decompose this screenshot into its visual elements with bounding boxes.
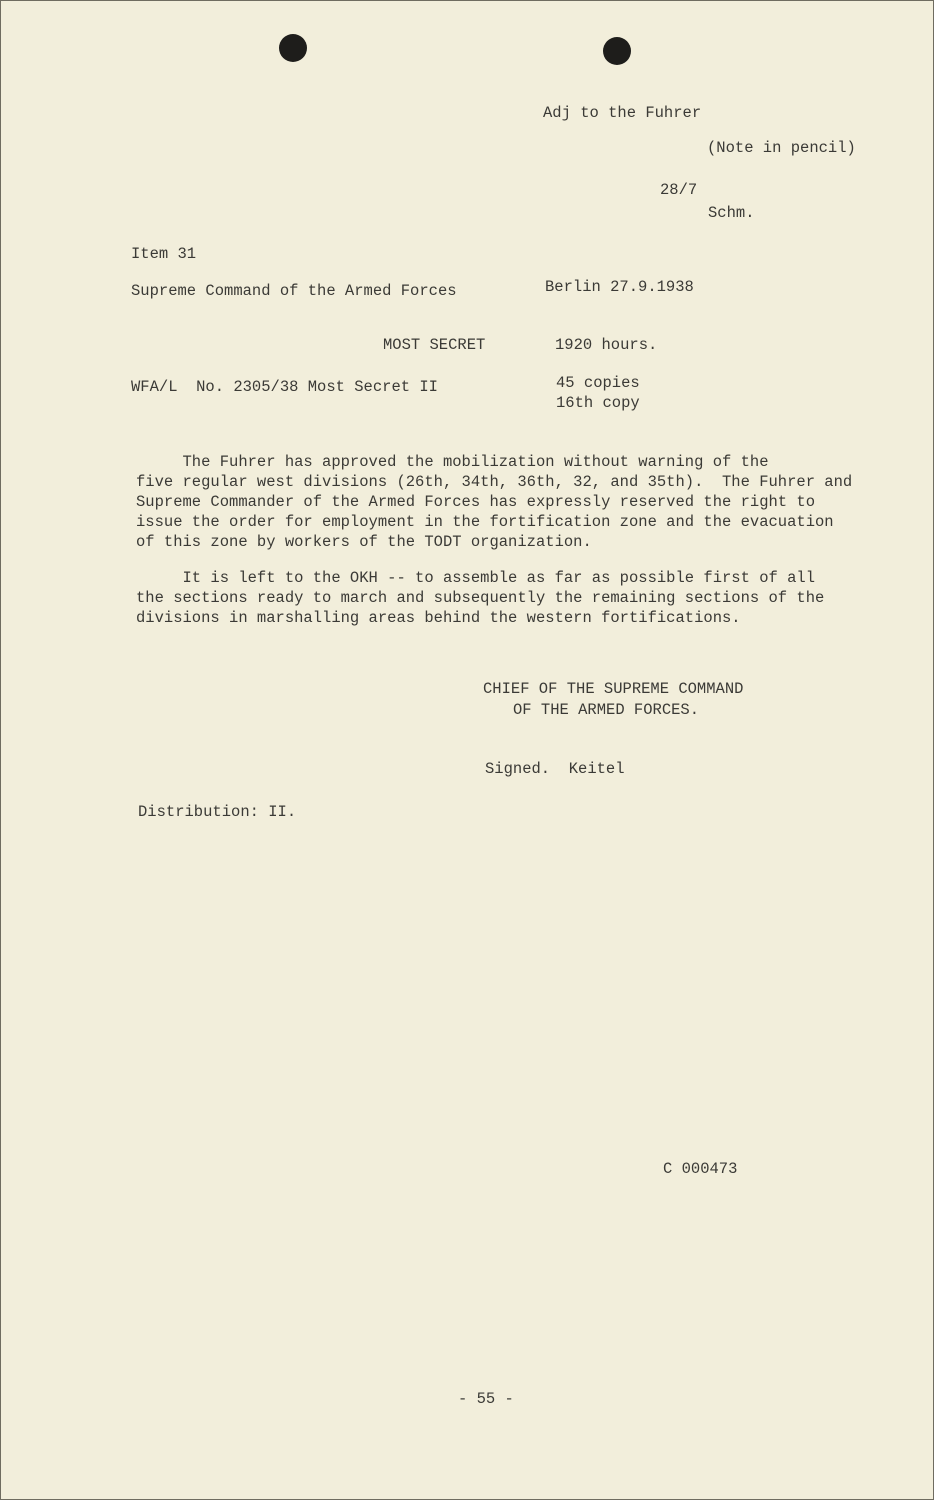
signed-by: Signed. Keitel (485, 760, 625, 778)
distribution: Distribution: II. (138, 803, 297, 821)
copies: 45 copies (556, 374, 640, 392)
paragraph-1 (136, 452, 896, 552)
sender: Supreme Command of the Armed Forces (131, 282, 457, 300)
signature-title-2: OF THE ARMED FORCES. (513, 701, 700, 719)
initials: Schm. (708, 204, 755, 222)
signature-title-1: CHIEF OF THE SUPREME COMMAND (483, 680, 744, 698)
text-line: The Fuhrer has approved the mobilization without warning of the (136, 453, 769, 471)
punch-hole-left (279, 34, 307, 62)
classification: MOST SECRET (383, 336, 486, 354)
text-line: issue the order for employment in the fortification zone and the evacuation (136, 513, 834, 531)
place-date: Berlin 27.9.1938 (545, 278, 694, 296)
reference-number: WFA/L No. 2305/38 Most Secret II (131, 378, 438, 396)
item-number: Item 31 (131, 245, 197, 263)
text-line: five regular west divisions (26th, 34th, 36th, 32, and 35th). The Fuhrer and (136, 473, 853, 491)
copy-number: 16th copy (556, 394, 640, 412)
text-line: of this zone by workers of the TODT organization. (136, 533, 592, 551)
text-line: the sections ready to march and subsequently the remaining sections of the (136, 589, 825, 607)
adjutant-note: Adj to the Fuhrer (543, 104, 702, 122)
text-line: It is left to the OKH -- to assemble as far as possible first of all (136, 569, 816, 587)
pencil-note: (Note in pencil) (707, 139, 856, 157)
time: 1920 hours. (555, 336, 658, 354)
date-note: 28/7 (660, 181, 698, 199)
document-code: C 000473 (663, 1160, 738, 1178)
text-line: divisions in marshalling areas behind the western fortifications. (136, 609, 741, 627)
text-line: Supreme Commander of the Armed Forces has expressly reserved the right to (136, 493, 816, 511)
page-number: - 55 - (458, 1390, 514, 1408)
paragraph-2 (136, 568, 896, 628)
punch-hole-right (603, 37, 631, 65)
